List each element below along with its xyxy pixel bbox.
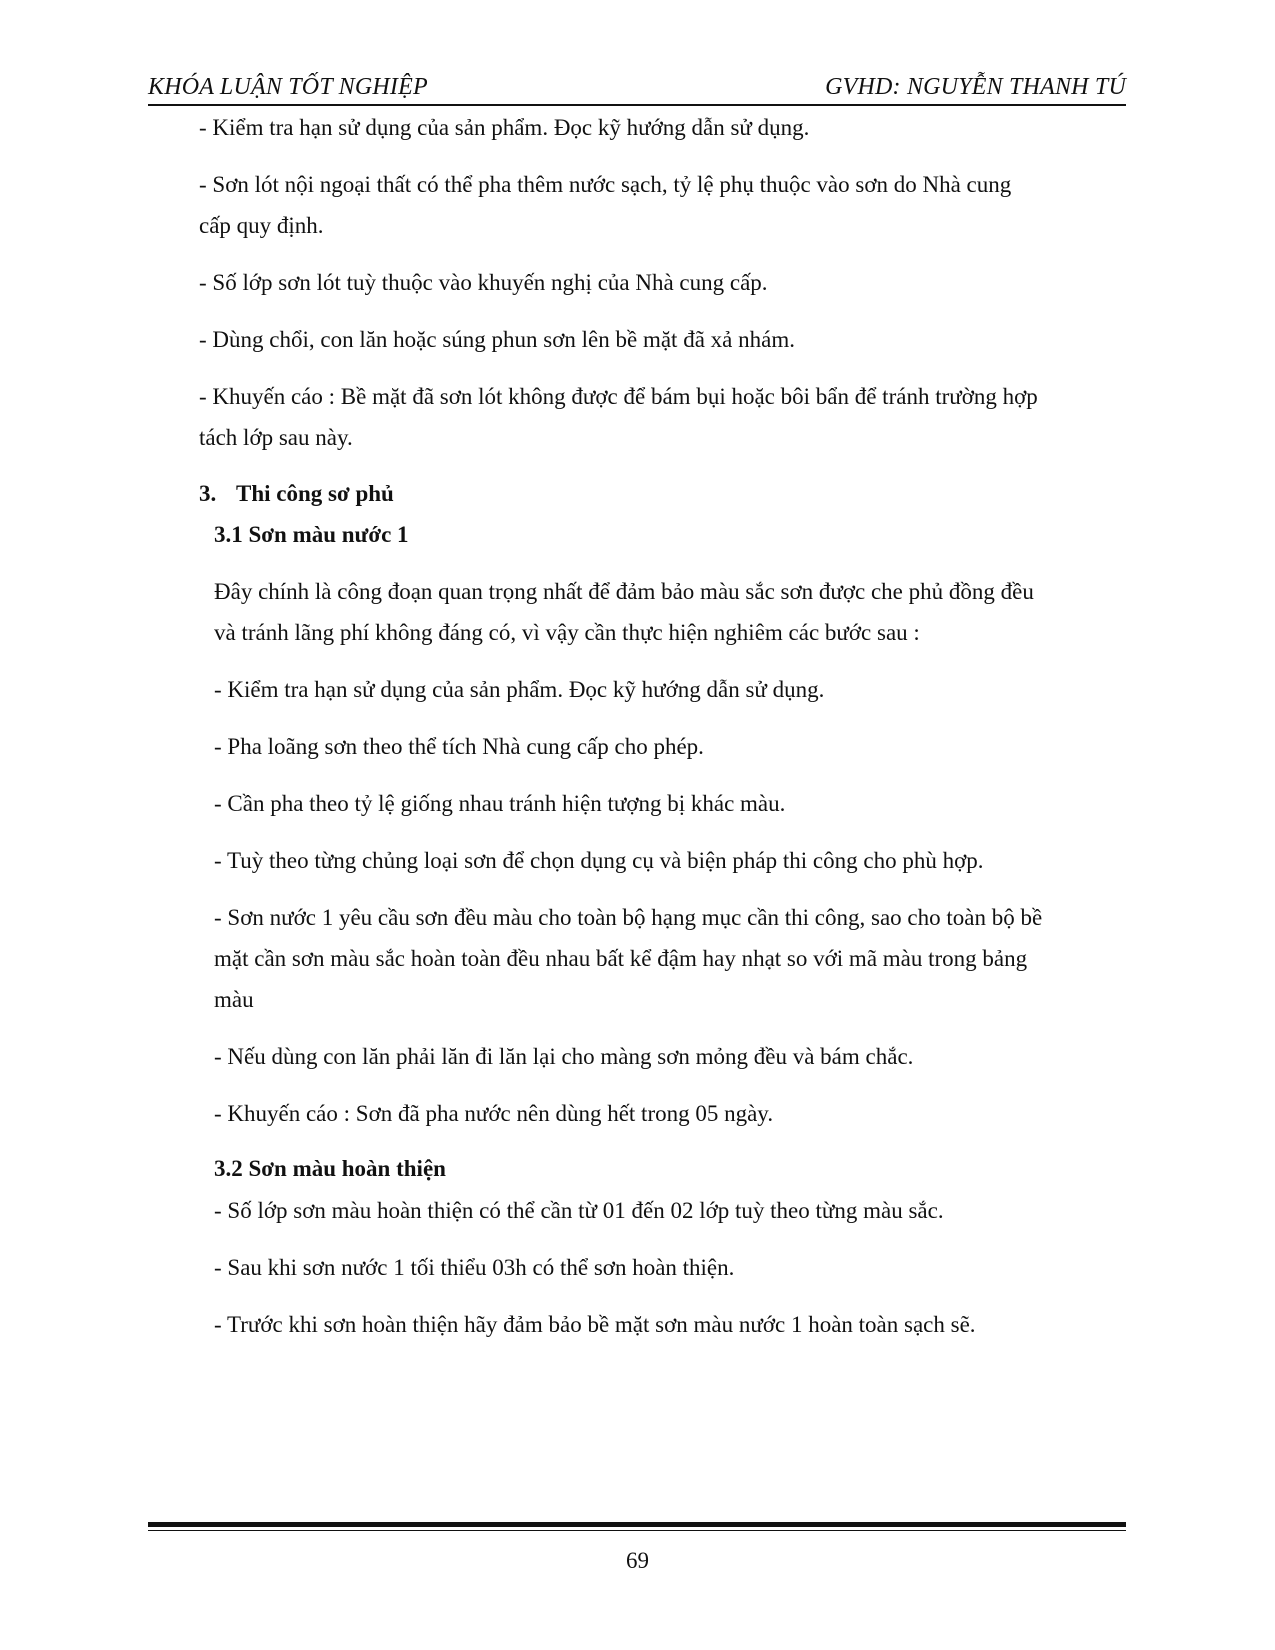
paragraph-line: - Sơn lót nội ngoại thất có thể pha thêm nước sạch, tỷ lệ phụ thuộc vào sơn do Nhà cung	[199, 172, 1012, 197]
header-thesis-title: KHÓA LUẬN TỐT NGHIỆP	[148, 74, 428, 100]
section-heading-title: Thi công sơ phủ	[236, 481, 394, 506]
paragraph-line: mặt cần sơn màu sắc hoàn toàn đều nhau bất kể đậm hay nhạt so với mã màu trong bảng	[214, 946, 1028, 971]
paragraph-line: - Tuỳ theo từng chủng loại sơn để chọn dụng cụ và biện pháp thi công cho phù hợp.	[214, 848, 984, 873]
header-advisor: GVHD: NGUYỄN THANH TÚ	[825, 74, 1126, 100]
paragraph-line: - Dùng chổi, con lăn hoặc súng phun sơn lên bề mặt đã xả nhám.	[199, 327, 795, 352]
subsection-heading: 3.2 Sơn màu hoàn thiện	[214, 1156, 446, 1181]
paragraph-line: - Khuyến cáo : Sơn đã pha nước nên dùng hết trong 05 ngày.	[214, 1101, 774, 1126]
page-number: 69	[626, 1548, 649, 1573]
paragraph-line: - Sơn nước 1 yêu cầu sơn đều màu cho toàn bộ hạng mục cần thi công, sao cho toàn bộ bề	[214, 905, 1043, 930]
paragraph-line: và tránh lãng phí không đáng có, vì vậy cần thực hiện nghiêm các bước sau :	[214, 620, 920, 645]
section-heading-number: 3.	[199, 481, 217, 506]
paragraph-line: - Số lớp sơn lót tuỳ thuộc vào khuyến nghị của Nhà cung cấp.	[199, 270, 768, 295]
paragraph-line: - Kiểm tra hạn sử dụng của sản phẩm. Đọc kỹ hướng dẫn sử dụng.	[199, 115, 810, 140]
paragraph-line: - Số lớp sơn màu hoàn thiện có thể cần từ 01 đến 02 lớp tuỳ theo từng màu sắc.	[214, 1198, 944, 1223]
paragraph-line: - Trước khi sơn hoàn thiện hãy đảm bảo bề mặt sơn màu nước 1 hoàn toàn sạch sẽ.	[214, 1312, 976, 1337]
paragraph-line: - Khuyến cáo : Bề mặt đã sơn lót không được để bám bụi hoặc bôi bẩn để tránh trường hợp	[199, 384, 1038, 409]
footer-divider-thin	[148, 1530, 1126, 1531]
paragraph-line: màu	[214, 987, 254, 1012]
subsection-heading: 3.1 Sơn màu nước 1	[214, 522, 409, 547]
paragraph-line: - Sau khi sơn nước 1 tối thiểu 03h có thể sơn hoàn thiện.	[214, 1255, 735, 1280]
paragraph-line: - Nếu dùng con lăn phải lăn đi lăn lại cho màng sơn mỏng đều và bám chắc.	[214, 1044, 914, 1069]
paragraph-line: Đây chính là công đoạn quan trọng nhất để đảm bảo màu sắc sơn được che phủ đồng đều	[214, 579, 1034, 604]
paragraph-line: - Kiểm tra hạn sử dụng của sản phẩm. Đọc kỹ hướng dẫn sử dụng.	[214, 677, 825, 702]
footer-divider-thick	[148, 1522, 1126, 1527]
paragraph-line: - Cần pha theo tỷ lệ giống nhau tránh hiện tượng bị khác màu.	[214, 791, 786, 816]
paragraph-line: cấp quy định.	[199, 213, 324, 238]
paragraph-line: tách lớp sau này.	[199, 425, 353, 450]
paragraph-line: - Pha loãng sơn theo thể tích Nhà cung cấp cho phép.	[214, 734, 704, 759]
